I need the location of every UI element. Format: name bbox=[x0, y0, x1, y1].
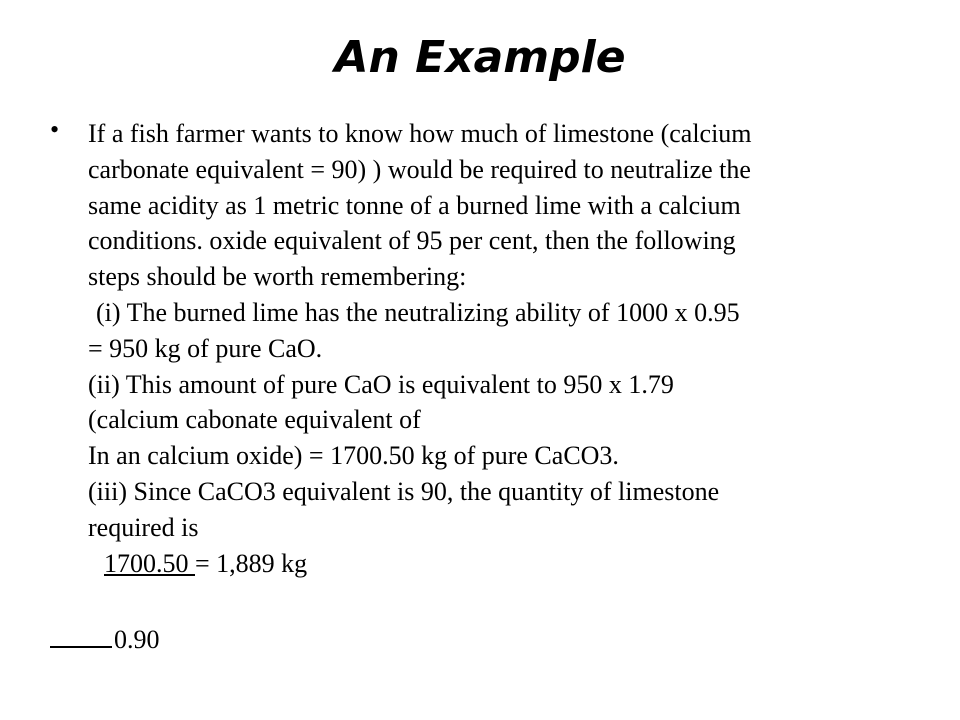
step-2-line-2: (calcium cabonate equivalent of bbox=[88, 405, 421, 435]
body-line-5: steps should be worth remembering: bbox=[88, 262, 467, 292]
bullet-body bbox=[88, 116, 908, 581]
fraction-denominator-line bbox=[50, 620, 160, 658]
denominator-underline bbox=[50, 620, 112, 648]
fraction-numerator: 1700.50 bbox=[104, 548, 195, 578]
step-3-line-2: required is bbox=[88, 512, 199, 542]
step-1-line-1: (i) The burned lime has the neutralizing ability of 1000 x 0.95 bbox=[96, 297, 740, 327]
step-3-line-1: (iii) Since CaCO3 equivalent is 90, the quantity of limestone bbox=[88, 476, 720, 506]
step-2-line-3: In an calcium oxide) = 1700.50 kg of pure CaCO3. bbox=[88, 441, 619, 471]
step-2-line-1: (ii) This amount of pure CaO is equivalent to 950 x 1.79 bbox=[88, 369, 674, 399]
fraction-denominator: 0.90 bbox=[114, 625, 160, 654]
fraction-line bbox=[88, 546, 908, 582]
fraction-result: = 1,889 kg bbox=[195, 548, 308, 578]
slide-title: An Example bbox=[334, 32, 626, 83]
body-line-4: conditions. oxide equivalent of 95 per cent, then the following bbox=[88, 226, 736, 256]
body-line-3: same acidity as 1 metric tonne of a burned lime with a calcium bbox=[88, 190, 741, 220]
bullet-marker: • bbox=[50, 115, 60, 144]
step-1-line-2: = 950 kg of pure CaO. bbox=[88, 333, 323, 363]
body-line-1: If a fish farmer wants to know how much of limestone (calcium bbox=[88, 119, 752, 148]
body-line-2: carbonate equivalent = 90) ) would be required to neutralize the bbox=[88, 154, 751, 184]
